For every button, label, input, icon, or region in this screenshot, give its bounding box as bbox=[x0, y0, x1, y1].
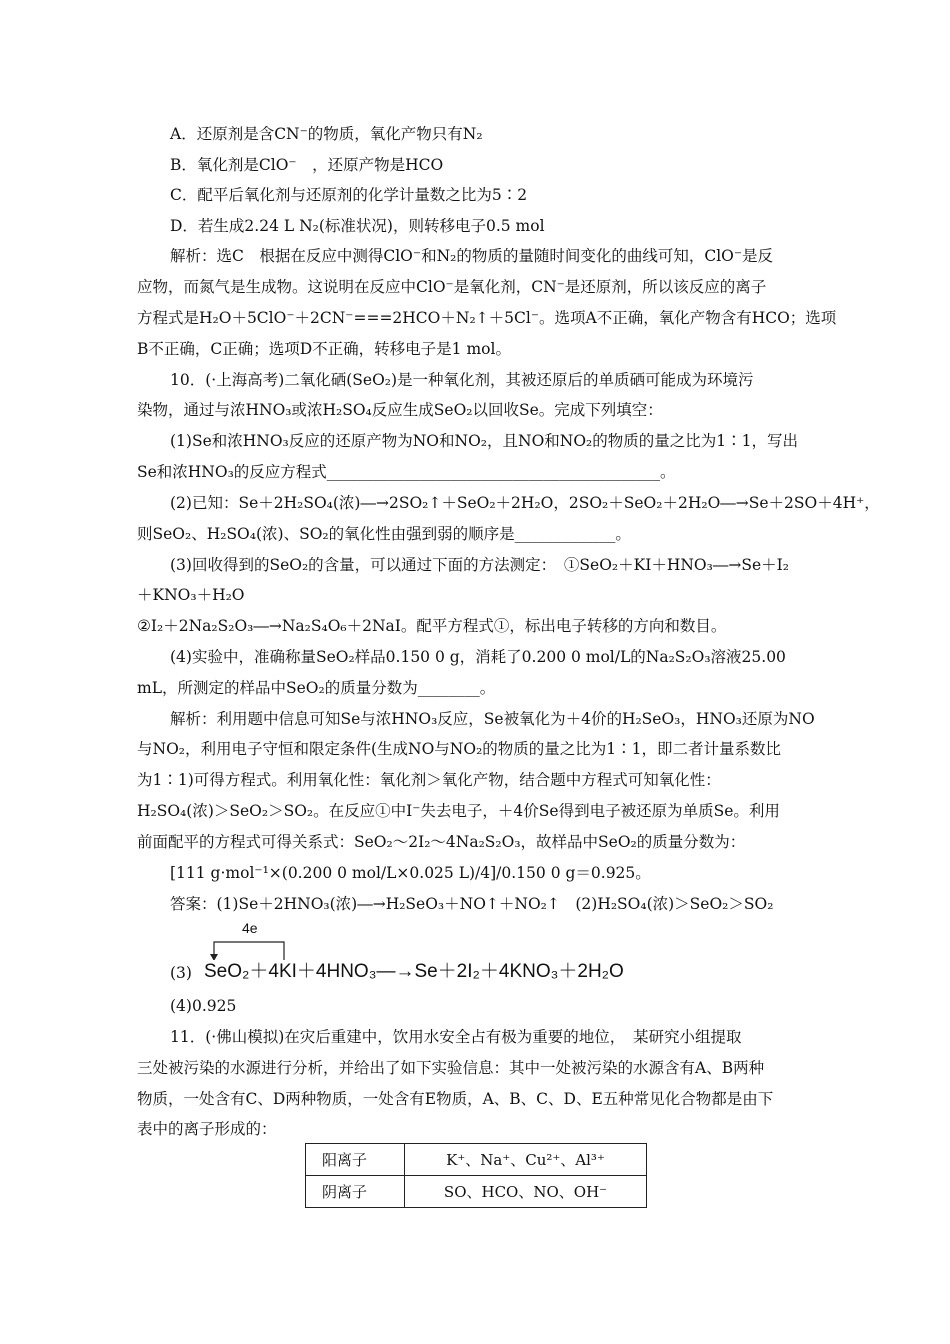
option-a: A．还原剂是含CN⁻的物质，氧化产物只有N₂ bbox=[170, 125, 483, 143]
anion-values: SO、HCO、NO、OH⁻ bbox=[405, 1176, 647, 1208]
option-b: B．氧化剂是ClO⁻ ，还原产物是HCO bbox=[170, 156, 444, 174]
q10-line: Se和浓HNO₃的反应方程式___________________________________________。 bbox=[137, 463, 676, 481]
q11-line: 11．(·佛山模拟)在灾后重建中，饮用水安全占有极为重要的地位， 某研究小组提取 bbox=[170, 1028, 742, 1046]
q10-line: ②I₂＋2Na₂S₂O₃―→Na₂S₄O₆＋2NaI。配平方程式①，标出电子转移的方向和数目。 bbox=[137, 617, 727, 635]
q10-line: ＋KNO₃＋H₂O bbox=[137, 586, 245, 604]
q11-line: 三处被污染的水源进行分析，并给出了如下实验信息：其中一处被污染的水源含有A、B两种 bbox=[137, 1059, 765, 1077]
analysis10-line: H₂SO₄(浓)＞SeO₂＞SO₂。在反应①中I⁻失去电子，＋4价Se得到电子被还原为单质Se。利用 bbox=[137, 802, 780, 820]
analysis10-line: [111 g·mol⁻¹×(0.200 0 mol/L×0.025 L)/4]/0.150 0 g＝0.925。 bbox=[170, 864, 651, 882]
answer-line: 答案：(1)Se＋2HNO₃(浓)―→H₂SeO₃＋NO↑＋NO₂↑ (2)H₂SO₄(浓)＞SeO₂＞SO₂ bbox=[170, 895, 774, 913]
q11-line: 物质，一处含有C、D两种物质，一处含有E物质，A、B、C、D、E五种常见化合物都是由下 bbox=[137, 1090, 774, 1108]
answer4: (4)0.925 bbox=[170, 997, 237, 1015]
answer3-equation: SeO₂＋4KI＋4HNO₃―→Se＋2I₂＋4KNO₃＋2H₂O bbox=[204, 961, 624, 982]
ion-table bbox=[305, 1143, 647, 1208]
q10-line: (2)已知：Se＋2H₂SO₄(浓)―→2SO₂↑＋SeO₂＋2H₂O，2SO₂＋SeO₂＋2H₂O―→Se＋2SO＋4H⁺， bbox=[170, 494, 880, 512]
answer3-label: (3) bbox=[170, 964, 192, 982]
q10-line: mL，所测定的样品中SeO₂的质量分数为________。 bbox=[137, 679, 496, 697]
analysis10-line: 为1∶1)可得方程式。利用氧化性：氧化剂＞氧化产物，结合题中方程式可知氧化性： bbox=[137, 771, 721, 789]
q10-line: 染物，通过与浓HNO₃或浓H₂SO₄反应生成SeO₂以回收Se。完成下列填空： bbox=[137, 401, 663, 419]
q11-line: 表中的离子形成的： bbox=[137, 1120, 277, 1138]
analysis9-line: 应物，而氮气是生成物。这说明在反应中ClO⁻是氧化剂，CN⁻是还原剂，所以该反应的离子 bbox=[137, 278, 767, 296]
q10-line: (1)Se和浓HNO₃反应的还原产物为NO和NO₂，且NO和NO₂的物质的量之比为1∶1，写出 bbox=[170, 432, 798, 450]
q10-line: 则SeO₂、H₂SO₄(浓)、SO₂的氧化性由强到弱的顺序是_____________。 bbox=[137, 525, 631, 543]
option-c: C．配平后氧化剂与还原剂的化学计量数之比为5∶2 bbox=[170, 186, 528, 204]
analysis9-line: 解析：选C 根据在反应中测得ClO⁻和N₂的物质的量随时间变化的曲线可知，ClO⁻是反 bbox=[170, 247, 774, 265]
q10-line: (3)回收得到的SeO₂的含量，可以通过下面的方法测定： ①SeO₂＋KI＋HNO₃―→Se＋I₂ bbox=[170, 556, 789, 574]
analysis9-line: B不正确，C正确；选项D不正确，转移电子是1 mol。 bbox=[137, 340, 511, 358]
option-d: D．若生成2.24 L N₂(标准状况)，则转移电子0.5 mol bbox=[170, 217, 545, 235]
table-row bbox=[306, 1144, 647, 1176]
q10-line: (4)实验中，准确称量SeO₂样品0.150 0 g，消耗了0.200 0 mol/L的Na₂S₂O₃溶液25.00 bbox=[170, 648, 786, 666]
analysis10-line: 前面配平的方程式可得关系式：SeO₂～2I₂～4Na₂S₂O₃，故样品中SeO₂的质量分数为： bbox=[137, 833, 746, 851]
cation-values: K⁺、Na⁺、Cu²⁺、Al³⁺ bbox=[405, 1144, 647, 1176]
analysis10-line: 与NO₂，利用电子守恒和限定条件(生成NO与NO₂的物质的量之比为1∶1，即二者计量系数比 bbox=[137, 740, 782, 758]
analysis10-line: 解析：利用题中信息可知Se与浓HNO₃反应，Se被氧化为＋4价的H₂SeO₃，HNO₃还原为NO bbox=[170, 710, 815, 728]
cation-header: 阳离子 bbox=[306, 1144, 405, 1176]
q10-line: 10．(·上海高考)二氧化硒(SeO₂)是一种氧化剂，其被还原后的单质硒可能成为环境污 bbox=[170, 371, 754, 389]
electron-count-label: 4e bbox=[242, 920, 258, 936]
table-row bbox=[306, 1176, 647, 1208]
electron-transfer-equation bbox=[170, 920, 630, 990]
anion-header: 阴离子 bbox=[306, 1176, 405, 1208]
electron-transfer-arrow bbox=[200, 920, 300, 960]
analysis9-line: 方程式是H₂O＋5ClO⁻＋2CN⁻===2HCO＋N₂↑＋5Cl⁻。选项A不正确，氧化产物含有HCO；选项 bbox=[137, 309, 837, 327]
